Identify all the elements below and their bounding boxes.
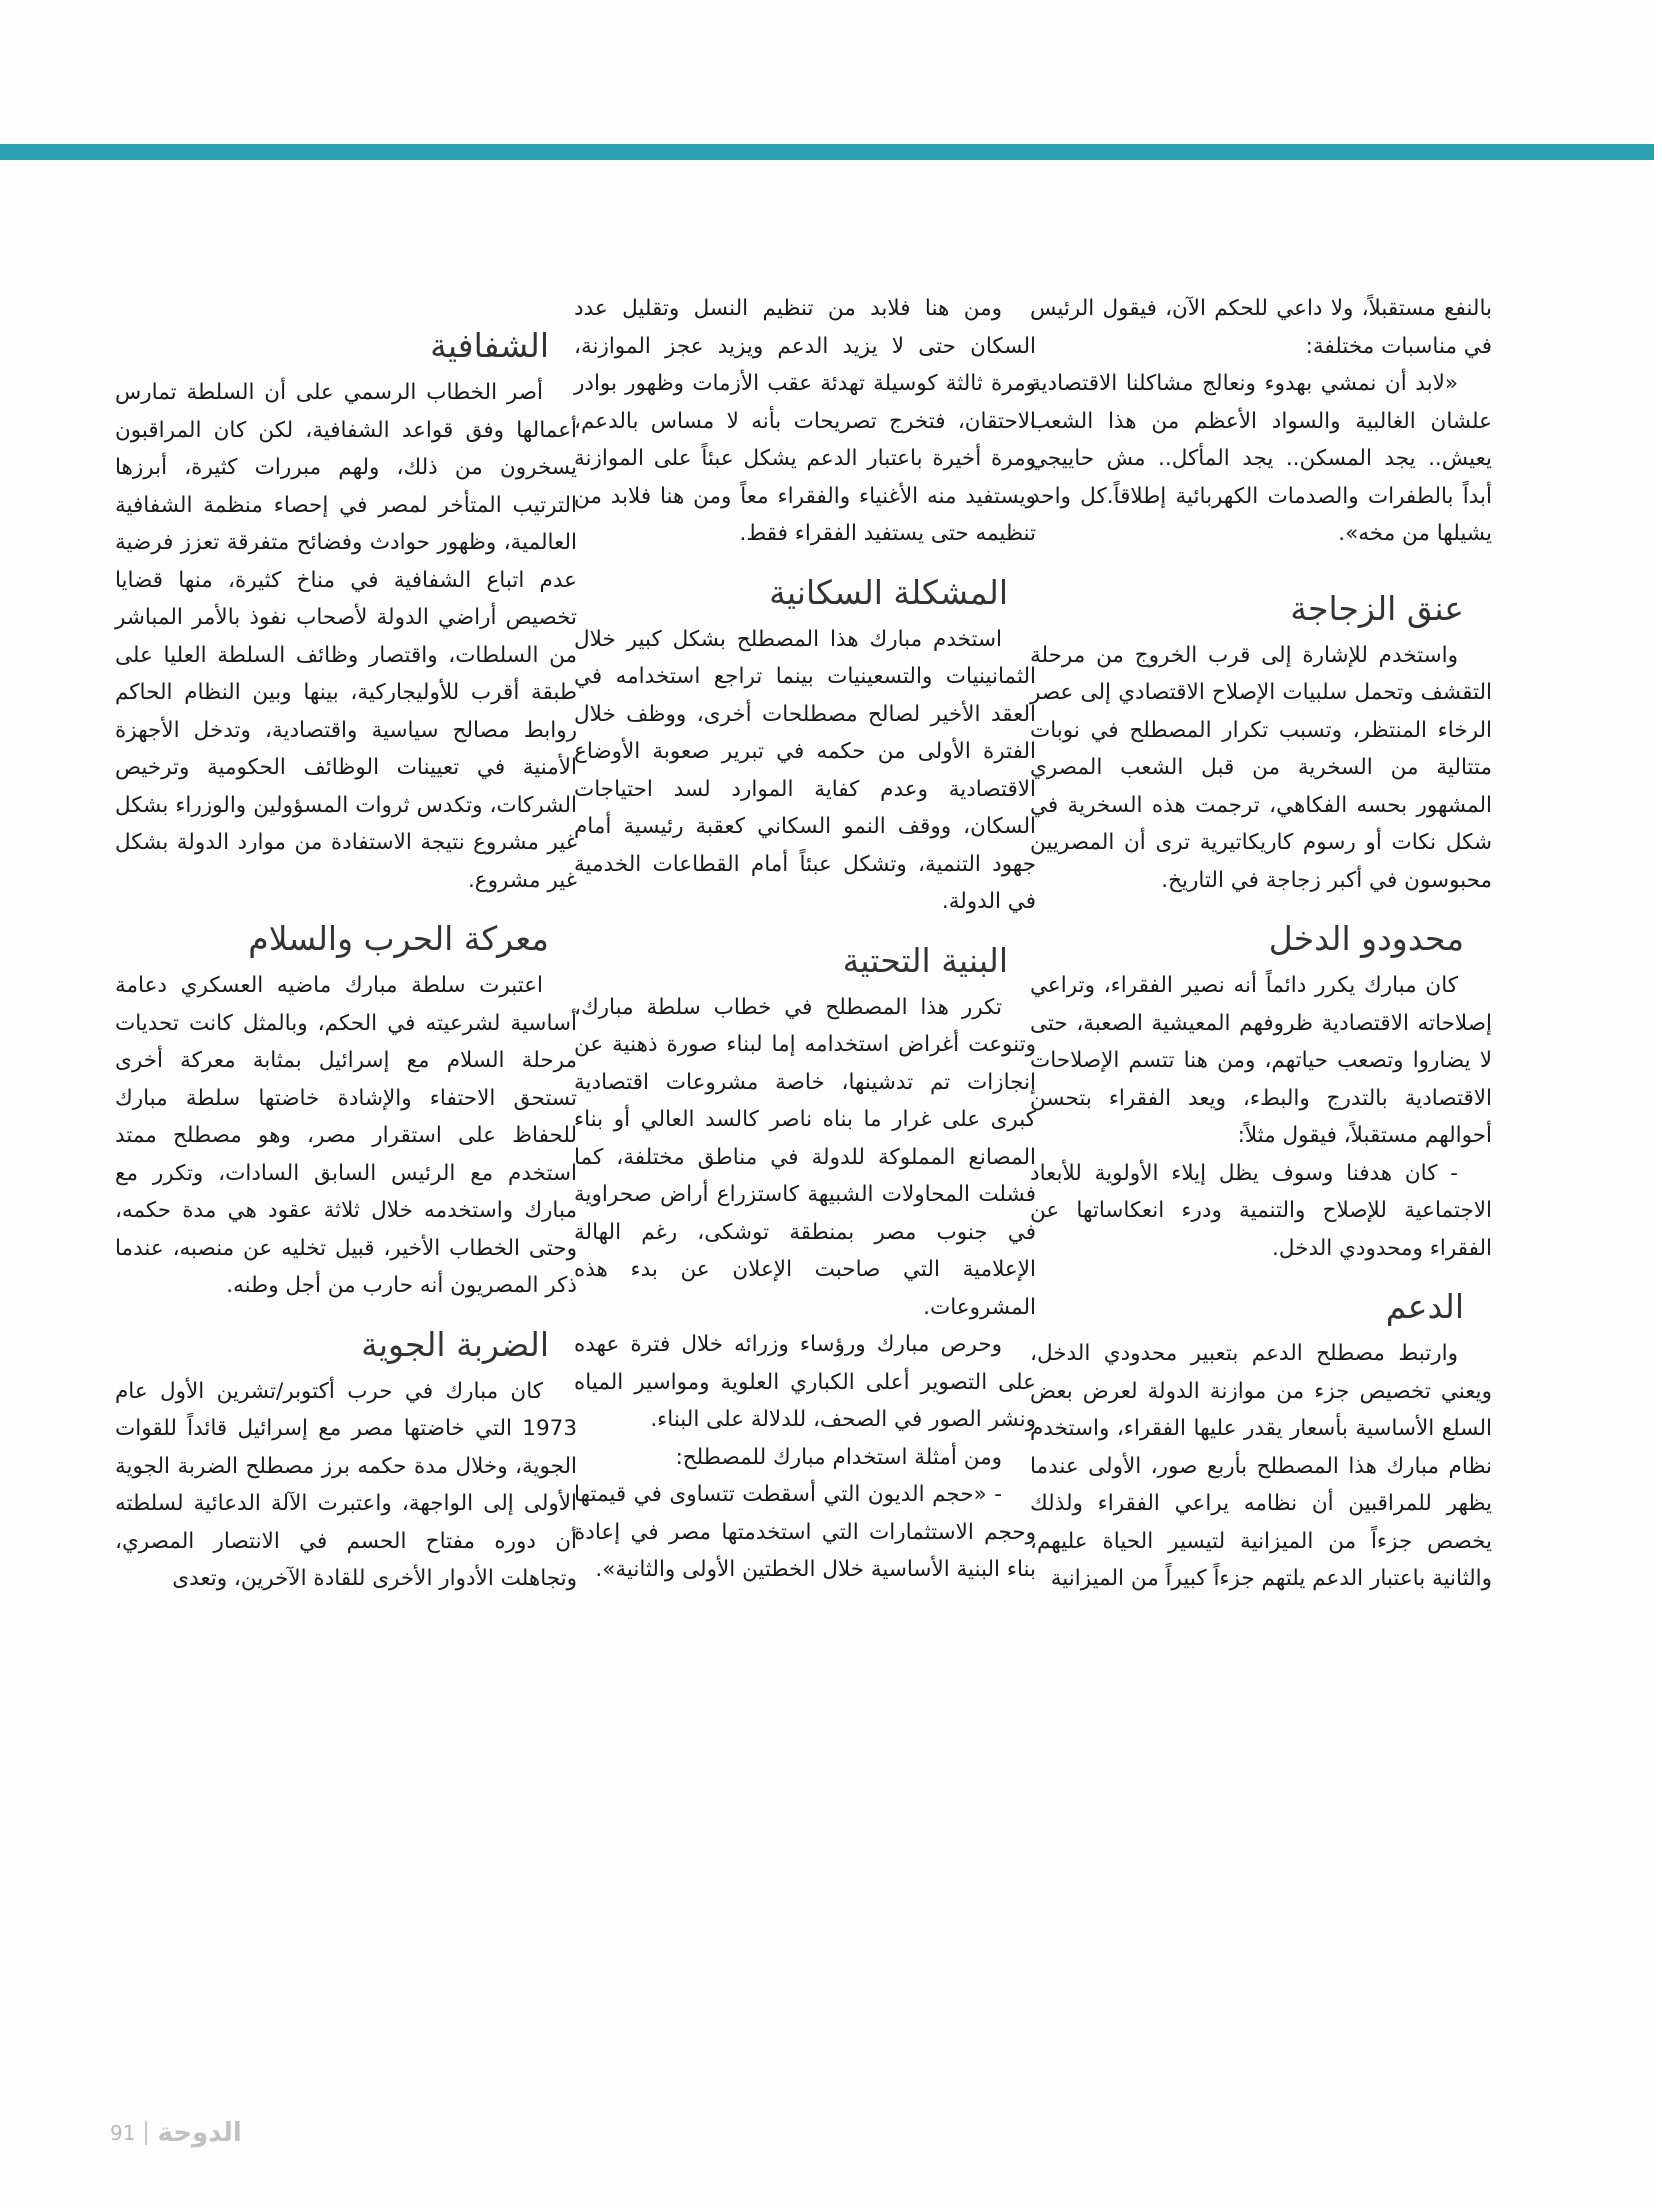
section-heading-air-strike: الضربة الجوية: [361, 1324, 549, 1364]
paragraph: أصر الخطاب الرسمي على أن السلطة تمارس أعمالها وفق قواعد الشفافية، لكن كان المراقبون يسخرون من ذلك، ولهم مبررات كثيرة، أبرزها الترتيب المتأخر لمصر في إحصاء منظمة الشفافية العالمية، وظهور حوادث وفضائح متفرقة تعزز فرضية عدم اتباع الشفافية في مناخ كثيرة، منها قضايا تخصيص أراضي الدولة لأصحاب نفوذ بالأمر المباشر من السلطات، واقتصار وظائف السلطة العليا على طبقة أقرب للأوليجاركية، بينها وبين النظام الحاكم روابط مصالح سياسية واقتصادية، وتدخل الأجهزة الأمنية في تعيينات الوظائف الحكومية وترخيص الشركات، وتكدس ثروات المسؤولين والوزراء بشكل غير مشروع نتيجة الاستفادة من موارد الدولة بشكل غير مشروع.: [115, 380, 577, 893]
page-footer: [110, 2118, 242, 2148]
paragraph: واستخدم للإشارة إلى قرب الخروج من مرحلة التقشف وتحمل سلبيات الإصلاح الاقتصادي إلى عصر الرخاء المنتظر، وتسبب تكرار المصطلح في نوبات متتالية من السخرية من قبل الشعب المصري المشهور بحسه الفكاهي، ترجمت هذه السخرية في شكل نكات أو رسوم كاريكاتيرية ترى أن المصريين محبوسون في أكبر زجاجة في التاريخ.: [1030, 642, 1492, 893]
quote-paragraph: - كان هدفنا وسوف يظل إيلاء الأولوية للأبعاد الاجتماعية للإصلاح والتنمية ودرء انعكاساتها عن الفقراء ومحدودي الدخل.: [1030, 1160, 1492, 1261]
section-heading-low-income: محدودو الدخل: [1268, 919, 1464, 958]
quote-paragraph: «لابد أن نمشي بهدوء ونعالج مشاكلنا الاقتصادية علشان الغالبية والسواد الأعظم من هذا الشعب يعيش.. يجد المسكن.. يجد المأكل.. مش حاييجي أبداً بالطفرات والصدمات الكهربائية إطلاقاً.كل واحد يشيلها من مخه».: [1030, 371, 1492, 546]
paragraph: استخدم مبارك هذا المصطلح بشكل كبير خلال الثمانينيات والتسعينيات بينما تراجع استخدامه في العقد الأخير لصالح مصطلحات أخرى، ووظف خلال الفترة الأولى من حكمه في تبرير صعوبة الأوضاع الاقتصادية وعدم كفاية الموارد لسد احتياجات السكان، ووقف النمو السكاني كعقبة رئيسية أمام جهود التنمية، وتشكل عبئاً أمام القطاعات الخدمية في الدولة.: [574, 626, 1036, 914]
paragraph: ومن هنا فلابد من تنظيم النسل وتقليل عدد السكان حتى لا يزيد الدعم ويزيد عجز الموازنة، ومرة ثالثة كوسيلة تهدئة عقب الأزمات وظهور بوادر الاحتقان، فتخرج تصريحات بأنه لا مساس بالدعم، ومرة أخيرة باعتبار الدعم يشكل عبئاً على الموازنة ويستفيد منه الأغنياء والفقراء معاً ومن هنا فلابد من تنظيمه حتى يستفيد الفقراء فقط.: [574, 296, 1036, 546]
section-heading-infrastructure: البنية التحتية: [842, 940, 1008, 980]
section-heading-bottleneck: عنق الزجاجة: [1290, 588, 1464, 628]
paragraph: تكرر هذا المصطلح في خطاب سلطة مبارك، وتنوعت أغراض استخدامه إما لبناء صورة ذهنية عن إنجازات تم تدشينها، خاصة مشروعات اقتصادية كبرى على غرار ما بناه ناصر كالسد العالي أو بناء المصانع المملوكة للدولة في مناطق مختلفة، كما فشلت المحاولات الشبيهة كاستزراع أراض صحراوية في جنوب مصر بمنطقة توشكى، رغم الهالة الإعلامية التي صاحبت الإعلان عن بدء هذه المشروعات.: [574, 994, 1036, 1320]
paragraph: كان مبارك يكرر دائماً أنه نصير الفقراء، وتراعي إصلاحاته الاقتصادية ظروفهم المعيشية الصعبة، حتى لا يضاروا وتصعب حياتهم، ومن هنا تتسم الإصلاحات الاقتصادية بالتدرج والبطء، ويعد الفقراء بتحسن أحوالهم مستقبلاً، فيقول مثلاً:: [1030, 973, 1492, 1148]
top-accent-bar: [0, 144, 1654, 160]
column-left: [115, 290, 577, 1598]
quote-paragraph: - «حجم الديون التي أسقطت تتساوى في قيمتها وحجم الاستثمارات التي استخدمتها مصر في إعادة بناء البنية الأساسية خلال الخطتين الأولى والثانية».: [574, 1482, 1036, 1582]
column-right: [1030, 290, 1492, 1598]
section-heading-war-peace: معركة الحرب والسلام: [248, 919, 549, 958]
paragraph: وحرص مبارك ورؤساء وزرائه خلال فترة عهده على التصوير أعلى الكباري العلوية ومواسير المياه ونشر الصور في الصحف، للدلالة على البناء.: [574, 1332, 1036, 1432]
section-heading-transparency: الشفافية: [430, 326, 549, 365]
section-heading-population: المشكلة السكانية: [769, 572, 1008, 612]
paragraph: وارتبط مصطلح الدعم بتعبير محدودي الدخل، ويعني تخصيص جزء من موازنة الدولة لعرض بعض السلع الأساسية بأسعار يقدر عليها الفقراء، واستخدم نظام مبارك هذا المصطلح بأربع صور، الأولى عندما يظهر للمراقبين أن نظامه يراعي الفقراء ولذلك يخصص جزءاً من الميزانية لتيسير الحياة عليهم، والثانية باعتبار الدعم يلتهم جزءاً كبيراً من الميزانية: [1030, 1341, 1492, 1591]
page-number: 91: [110, 2121, 136, 2145]
column-middle: [574, 290, 1036, 1589]
section-heading-subsidy: الدعم: [1385, 1287, 1464, 1326]
paragraph: بالنفع مستقبلاً، ولا داعي للحكم الآن، فيقول الرئيس في مناسبات مختلفة:: [1030, 296, 1492, 359]
paragraph: ومن أمثلة استخدام مبارك للمصطلح:: [675, 1444, 1002, 1470]
paragraph: اعتبرت سلطة مبارك ماضيه العسكري دعامة أساسية لشرعيته في الحكم، وبالمثل كانت تحديات مرحلة السلام مع إسرائيل بمثابة معركة أخرى تستحق الاحتفاء والإشادة خاضتها سلطة مبارك للحفاظ على استقرار مصر، وهو مصطلح ممتد استخدم مع الرئيس السابق السادات، وتكرر مع مبارك واستخدمه خلال ثلاثة عقود هي مدة حكمه، وحتى الخطاب الأخير، قبيل تخليه عن منصبه، عندما ذكر المصريون أنه حارب من أجل وطنه.: [115, 973, 577, 1298]
paragraph: كان مبارك في حرب أكتوبر/تشرين الأول عام 1973 التي خاضتها مصر مع إسرائيل قائداً للقوات الجوية، وخلال مدة حكمه برز مصطلح الضربة الجوية الأولى إلى الواجهة، واعتبرت الآلة الدعائية لسلطته أن دوره مفتاح الحسم في الانتصار المصري، وتجاهلت الأدوار الأخرى للقادة الآخرين، وتعدى: [115, 1378, 577, 1591]
footer-divider: [145, 2121, 147, 2145]
magazine-logo: الدوحة: [157, 2118, 242, 2148]
